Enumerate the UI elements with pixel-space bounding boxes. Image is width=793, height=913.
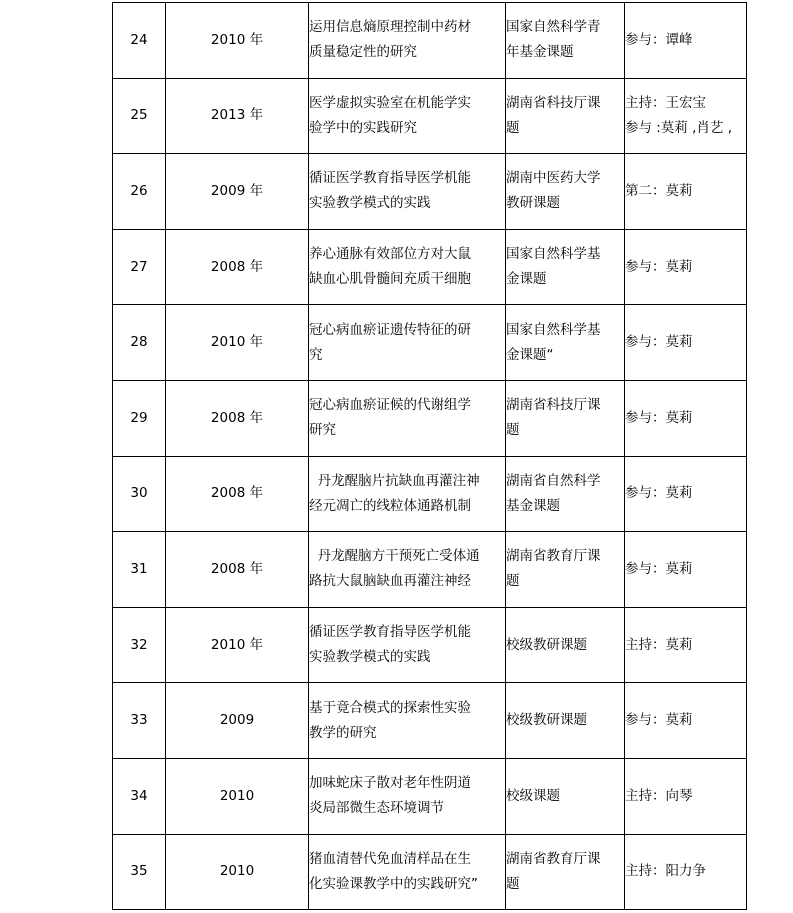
year-cell: 2010 年 [166, 607, 309, 683]
role-cell [625, 683, 747, 759]
table-row [113, 456, 747, 532]
project-source-cell-line: 题 [506, 875, 520, 892]
project-source-cell-line: 教研课题 [506, 195, 560, 212]
year-cell: 2009 [166, 683, 309, 759]
role-cell-line: 主持：阳力争 [625, 863, 706, 880]
year-cell: 2010 [166, 834, 309, 910]
project-title-cell-line: 养心通脉有效部位方对大鼠 [309, 246, 471, 263]
role-cell-line: 主持：王宏宝 [625, 94, 706, 111]
year-cell: 2013 年 [166, 78, 309, 154]
role-cell-line: 参与：莫莉 [625, 409, 693, 426]
project-title-cell [309, 78, 506, 154]
project-source-cell-line: 湖南省教育厅课 [506, 850, 601, 867]
project-source-cell-line: 校级教研课题 [506, 636, 587, 653]
role-cell [625, 380, 747, 456]
project-source-cell-line: 年基金课题 [506, 44, 574, 61]
table-row [113, 532, 747, 608]
project-source-cell-line: 金课题 [506, 271, 547, 288]
role-cell-line: 第二：莫莉 [625, 182, 693, 199]
project-title-cell-line: 基于竟合模式的探索性实验 [309, 699, 471, 716]
project-title-cell-line: 验学中的实践研究 [309, 119, 417, 136]
row-number-cell: 32 [113, 607, 166, 683]
project-source-cell-line: 湖南省科技厅课 [506, 94, 601, 111]
project-source-cell [506, 305, 625, 381]
project-title-cell-line: 加味蛇床子散对老年性阴道 [309, 775, 471, 792]
role-cell-line: 参与：莫莉 [625, 560, 693, 577]
row-number-cell: 27 [113, 229, 166, 305]
project-source-cell [506, 683, 625, 759]
role-cell-line: 参与：莫莉 [625, 334, 693, 351]
year-cell: 2010 年 [166, 305, 309, 381]
role-cell [625, 607, 747, 683]
project-source-cell-line: 国家自然科学基 [506, 321, 601, 338]
project-title-cell-line: 循证医学教育指导医学机能 [309, 170, 471, 187]
project-title-cell-line: 化实验课教学中的实践研究” [309, 875, 478, 892]
project-title-cell [309, 3, 506, 79]
project-source-cell-line: 湖南省教育厅课 [506, 548, 601, 565]
role-cell [625, 154, 747, 230]
project-source-cell-line: 金课题“ [506, 346, 554, 363]
row-number-cell: 30 [113, 456, 166, 532]
project-table-body [113, 3, 747, 910]
year-cell: 2008 年 [166, 380, 309, 456]
row-number-cell: 34 [113, 758, 166, 834]
project-title-cell-line: 缺血心肌骨髓间充质干细胞 [309, 271, 471, 288]
table-row [113, 380, 747, 456]
project-title-cell [309, 229, 506, 305]
project-source-cell-line: 湖南省自然科学 [506, 472, 601, 489]
row-number-cell: 28 [113, 305, 166, 381]
project-source-cell-line: 湖南省科技厅课 [506, 397, 601, 414]
table-row [113, 154, 747, 230]
table-row [113, 305, 747, 381]
project-title-cell-line: 冠心病血瘀证遗传特征的研 [309, 321, 471, 338]
year-cell: 2008 年 [166, 456, 309, 532]
role-cell-line: 参与：莫莉 [625, 258, 693, 275]
project-title-cell-line: 经元凋亡的线粒体通路机制 [309, 497, 471, 514]
table-row [113, 683, 747, 759]
project-source-cell-line: 题 [506, 119, 520, 136]
row-number-cell: 35 [113, 834, 166, 910]
project-source-cell-line: 湖南中医药大学 [506, 170, 601, 187]
project-title-cell-line: 医学虚拟实验室在机能学实 [309, 94, 471, 111]
project-title-cell-line: 研究 [309, 422, 336, 439]
role-cell-line: 参与：莫莉 [625, 485, 693, 502]
table-row [113, 78, 747, 154]
role-cell-line: 主持：向琴 [625, 787, 693, 804]
project-source-cell [506, 3, 625, 79]
row-number-cell: 33 [113, 683, 166, 759]
project-source-cell-line: 题 [506, 573, 520, 590]
project-source-cell [506, 607, 625, 683]
role-cell [625, 305, 747, 381]
project-title-cell-line: 实验教学模式的实践 [309, 195, 431, 212]
project-title-cell-line: 运用信息熵原理控制中药材 [309, 19, 471, 36]
year-cell: 2010 [166, 758, 309, 834]
project-source-cell [506, 380, 625, 456]
project-title-cell [309, 380, 506, 456]
row-number-cell: 26 [113, 154, 166, 230]
project-title-cell [309, 834, 506, 910]
table-row [113, 834, 747, 910]
role-cell-line: 参与：莫莉 [625, 712, 693, 729]
role-cell [625, 229, 747, 305]
project-title-cell-line: 冠心病血瘀证候的代谢组学 [309, 397, 471, 414]
year-cell: 2009 年 [166, 154, 309, 230]
project-source-cell-line: 国家自然科学基 [506, 246, 601, 263]
project-source-cell [506, 834, 625, 910]
project-title-cell-line: 教学的研究 [309, 724, 377, 741]
project-title-cell-line: 循证医学教育指导医学机能 [309, 624, 471, 641]
project-title-cell-line: 猪血清替代免血清样品在生 [309, 850, 471, 867]
project-title-cell [309, 758, 506, 834]
role-cell [625, 3, 747, 79]
role-cell [625, 532, 747, 608]
table-row [113, 229, 747, 305]
year-cell: 2008 年 [166, 229, 309, 305]
table-row [113, 3, 747, 79]
project-table [112, 2, 747, 910]
project-source-cell-line: 校级教研课题 [506, 712, 587, 729]
row-number-cell: 24 [113, 3, 166, 79]
role-cell-line: 参与：谭峰 [625, 31, 693, 48]
project-source-cell-line: 校级课题 [506, 787, 560, 804]
project-source-cell [506, 758, 625, 834]
project-source-cell [506, 229, 625, 305]
role-cell-line: 参与 :莫莉 ,肖艺 , [625, 119, 733, 136]
project-title-cell [309, 456, 506, 532]
project-source-cell [506, 532, 625, 608]
role-cell [625, 78, 747, 154]
table-row [113, 758, 747, 834]
role-cell-line: 主持：莫莉 [625, 636, 693, 653]
project-title-cell-line: 质量稳定性的研究 [309, 44, 417, 61]
table-row [113, 607, 747, 683]
project-source-cell-line: 国家自然科学青 [506, 19, 601, 36]
project-title-cell-line: 炎局部微生态环境调节 [309, 800, 444, 817]
role-cell [625, 456, 747, 532]
project-source-cell [506, 154, 625, 230]
project-source-cell [506, 78, 625, 154]
project-title-cell-line: 路抗大鼠脑缺血再灌注神经 [309, 573, 471, 590]
project-title-cell [309, 305, 506, 381]
year-cell: 2008 年 [166, 532, 309, 608]
project-source-cell-line: 题 [506, 422, 520, 439]
role-cell [625, 758, 747, 834]
role-cell [625, 834, 747, 910]
project-title-cell [309, 683, 506, 759]
row-number-cell: 31 [113, 532, 166, 608]
project-title-cell-line: 究 [309, 346, 323, 363]
project-title-cell [309, 532, 506, 608]
row-number-cell: 25 [113, 78, 166, 154]
row-number-cell: 29 [113, 380, 166, 456]
project-title-cell [309, 607, 506, 683]
project-title-cell-line: 丹龙醒脑片抗缺血再灌注神 [309, 472, 480, 489]
project-title-cell-line: 丹龙醒脑方干预死亡受体通 [309, 548, 480, 565]
project-title-cell [309, 154, 506, 230]
year-cell: 2010 年 [166, 3, 309, 79]
project-source-cell [506, 456, 625, 532]
project-title-cell-line: 实验教学模式的实践 [309, 649, 431, 666]
project-source-cell-line: 基金课题 [506, 497, 560, 514]
